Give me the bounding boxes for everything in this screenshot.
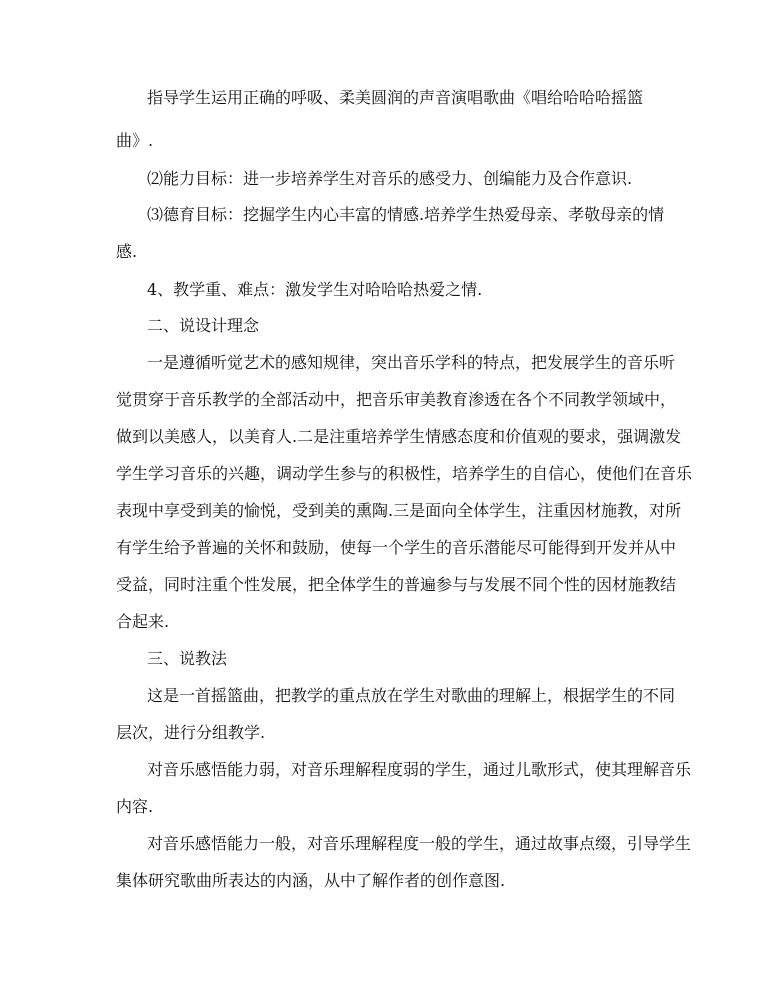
text-line: 集体研究歌曲所表达的内涵，从中了解作者的创作意图.	[116, 871, 506, 890]
text-line: 表现中享受到美的愉悦，受到美的熏陶.三是面向全体学生，注重因材施教，对所	[116, 501, 682, 520]
text-line: 指导学生运用正确的呼吸、柔美圆润的声音演唱歌曲《唱给哈哈哈摇篮	[147, 88, 644, 107]
section-heading: 三、说教法	[147, 649, 228, 668]
text-line: 曲》.	[116, 131, 154, 150]
text-line: 层次，进行分组教学.	[116, 723, 266, 742]
text-line: 4、教学重、难点：激发学生对哈哈哈热爱之情.	[147, 280, 483, 299]
text-line: ⑵能力目标：进一步培养学生对音乐的感受力、创编能力及合作意识.	[147, 169, 633, 188]
text-line: 有学生给予普遍的关怀和鼓励，使每一个学生的音乐潜能尽可能得到开发并从中	[116, 538, 677, 557]
text-line: 学生学习音乐的兴趣，调动学生参与的积极性，培养学生的自信心，使他们在音乐	[116, 464, 693, 483]
text-line: 这是一首摇篮曲，把教学的重点放在学生对歌曲的理解上，根据学生的不同	[147, 686, 676, 705]
section-heading: 二、说设计理念	[147, 316, 260, 335]
text-line: 对音乐感悟能力弱，对音乐理解程度弱的学生，通过儿歌形式，使其理解音乐	[147, 760, 692, 779]
text-line: 觉贯穿于音乐教学的全部活动中，把音乐审美教育渗透在各个不同教学领域中，	[116, 390, 677, 409]
text-line: 做到以美感人，以美育人.二是注重培养学生情感态度和价值观的要求，强调激发	[116, 427, 682, 446]
text-line: 感.	[116, 242, 138, 261]
text-line: ⑶德育目标：挖掘学生内心丰富的情感.培养学生热爱母亲、孝敬母亲的情	[147, 205, 665, 224]
text-line: 对音乐感悟能力一般，对音乐理解程度一般的学生，通过故事点缀，引导学生	[147, 834, 692, 853]
text-line: 一是遵循听觉艺术的感知规律，突出音乐学科的特点，把发展学生的音乐听	[147, 353, 676, 372]
text-line: 内容.	[116, 797, 154, 816]
text-line: 受益，同时注重个性发展，把全体学生的普遍参与与发展不同个性的因材施教结	[116, 575, 677, 594]
text-line: 合起来.	[116, 612, 170, 631]
